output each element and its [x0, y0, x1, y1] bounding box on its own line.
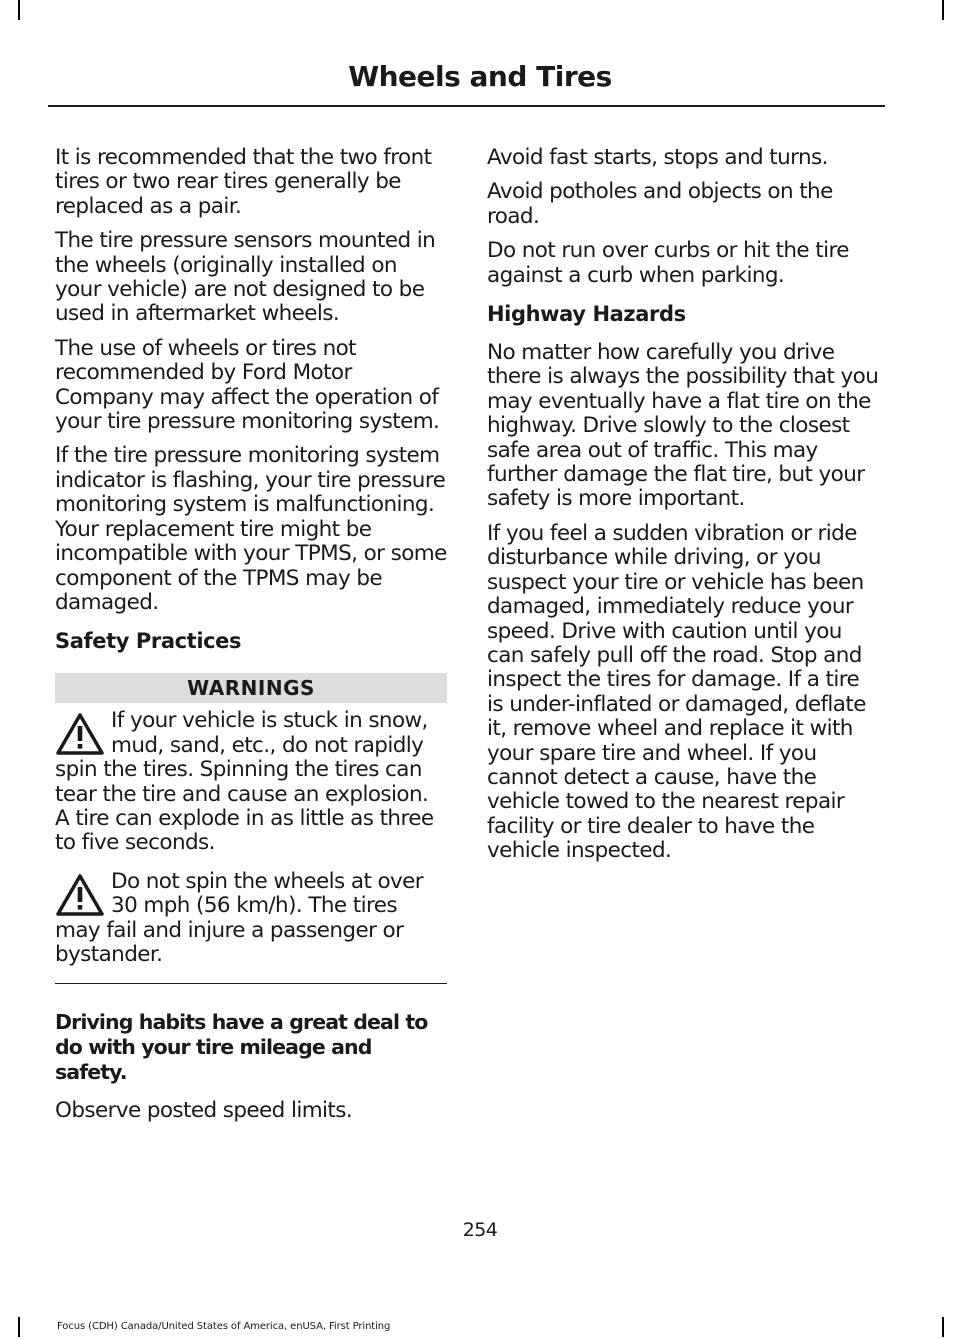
crop-mark-top-right: [942, 0, 944, 20]
warning-triangle-icon: [55, 711, 105, 757]
paragraph: Avoid fast starts, stops and turns.: [487, 145, 828, 170]
section-heading-highway-hazards: Highway Hazards: [487, 302, 686, 327]
warning-text: If your vehicle is stuck in snow, mud, sand, etc., do not rapidly spin the tires. Spinning the tires can tear the tire and cause an explosion. A tire can explode in as little as three to five seconds.: [55, 708, 434, 856]
paragraph: If the tire pressure monitoring system indicator is flashing, your tire pressure monitoring system is malfunctioning. Your replacement tire might be incompatible with your TPMS, or some component of the TPMS may be damaged.: [55, 443, 447, 615]
header-divider: [48, 105, 885, 107]
paragraph: The tire pressure sensors mounted in the wheels (originally installed on your vehicle) are not designed to be used in aftermarket wheels.: [55, 228, 436, 327]
crop-mark-bottom-right: [942, 1317, 944, 1337]
paragraph: Avoid potholes and objects on the road.: [487, 179, 833, 229]
paragraph: Observe posted speed limits.: [55, 1098, 353, 1124]
footer-text: Focus (CDH) Canada/United States of America, enUSA, First Printing: [57, 1321, 391, 1332]
paragraph: If you feel a sudden vibration or ride disturbance while driving, or you suspect your tire or vehicle has been damaged, immediately reduce your speed. Drive with caution until you can safely pull off the road. Stop and inspect the tires for damage. If a tire is under-inflated or damaged, deflate it, remove wheel and replace it with your spare tire and wheel. If you cannot detect a cause, have the vehicle towed to the nearest repair facility or tire dealer to have the vehicle inspected.: [487, 520, 866, 864]
left-column: [55, 146, 447, 1134]
section-heading-safety-practices: Safety Practices: [55, 629, 242, 654]
paragraph: The use of wheels or tires not recommended by Ford Motor Company may affect the operation of your tire pressure monitoring system.: [55, 335, 440, 435]
section-heading-driving-habits: Driving habits have a great deal to do with your tire mileage and safety.: [55, 1010, 428, 1085]
page-number: 254: [462, 1219, 498, 1241]
paragraph: It is recommended that the two front tires or two rear tires generally be replaced as a pair.: [55, 145, 432, 219]
page-title: Wheels and Tires: [348, 60, 612, 93]
warning-triangle-icon: [55, 872, 105, 918]
paragraph: Do not run over curbs or hit the tire against a curb when parking.: [487, 238, 849, 288]
warning-item: [55, 870, 447, 968]
crop-mark-bottom-left: [18, 1317, 20, 1337]
warnings-header: WARNINGS: [55, 673, 447, 703]
warning-item: [55, 709, 447, 855]
warnings-end-divider: [55, 983, 447, 984]
crop-mark-top-left: [18, 0, 20, 20]
right-column: [487, 146, 879, 874]
paragraph: No matter how carefully you drive there is always the possibility that you may eventually have a flat tire on the highway. Drive slowly to the closest safe area out of traffic. This may further damage the flat tire, but your safety is more important.: [487, 340, 879, 512]
warning-text: Do not spin the wheels at over 30 mph (56 km/h). The tires may fail and injure a passenger or bystander.: [55, 868, 424, 967]
